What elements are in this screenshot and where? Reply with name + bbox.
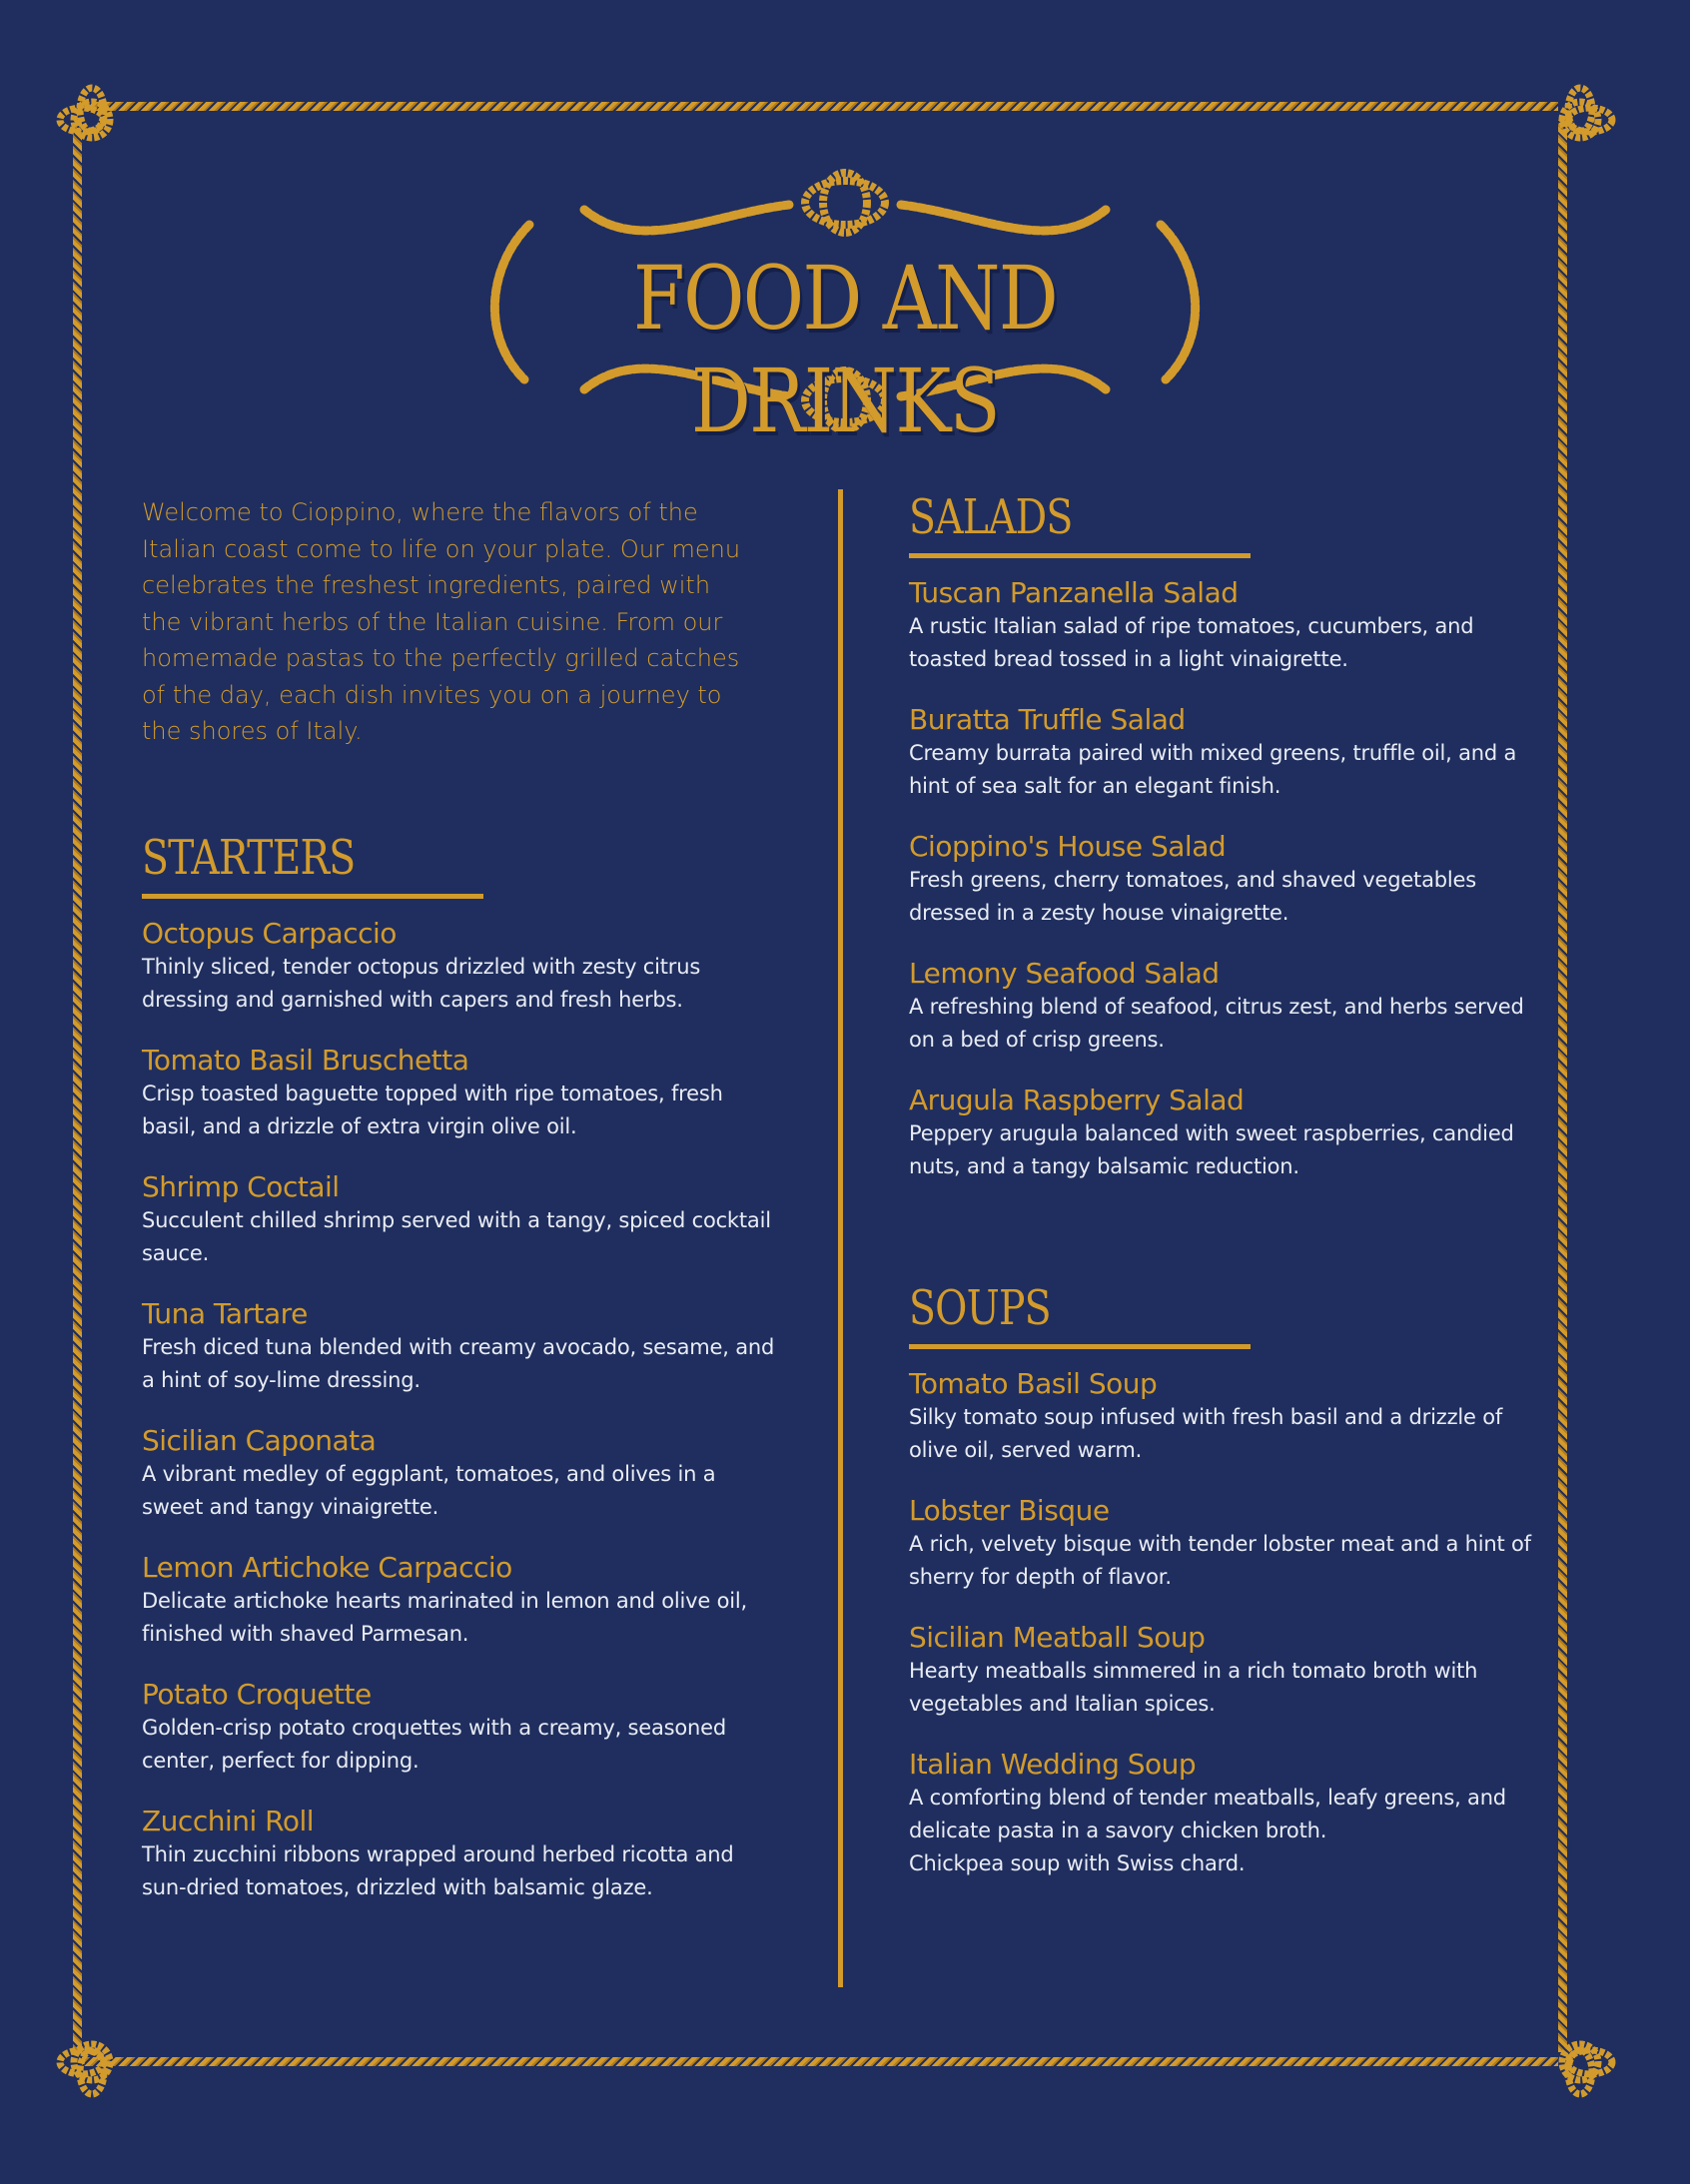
item-description: Creamy burrata paired with mixed greens, truffle oil, and a hint of sea salt for an elegant finish.: [909, 741, 1517, 798]
item-description: A comforting blend of tender meatballs, leafy greens, and delicate pasta in a savory chicken broth.: [909, 1786, 1506, 1842]
item-description: A rich, velvety bisque with tender lobster meat and a hint of sherry for depth of flavor.: [909, 1532, 1531, 1589]
left-column: [142, 489, 781, 1931]
menu-item: [142, 1678, 781, 1778]
item-description: Peppery arugula balanced with sweet raspberries, candied nuts, and a tangy balsamic reduction.: [909, 1121, 1514, 1178]
menu-item: [909, 830, 1548, 930]
rope-knot-icon: [52, 80, 132, 160]
rope-knot-icon: [1540, 80, 1620, 160]
item-description: Hearty meatballs simmered in a rich tomato broth with vegetables and Italian spices.: [909, 1659, 1478, 1716]
item-name: Sicilian Meatball Soup: [909, 1621, 1206, 1654]
menu-item: [909, 1494, 1548, 1594]
item-description: Thin zucchini ribbons wrapped around herbed ricotta and sun-dried tomatoes, drizzled with balsamic glaze.: [142, 1841, 734, 1899]
item-name: Buratta Truffle Salad: [909, 703, 1186, 736]
rope-border-top: [82, 102, 1558, 111]
item-description-extra: Chickpea soup with Swiss chard.: [909, 1851, 1246, 1875]
column-divider: [838, 489, 843, 1987]
section-rule: [142, 894, 483, 899]
item-name: Arugula Raspberry Salad: [909, 1084, 1245, 1116]
menu-item: [142, 1297, 781, 1397]
rope-knot-icon: [1540, 2022, 1620, 2102]
item-description: Fresh greens, cherry tomatoes, and shaved vegetables dressed in a zesty house vinaigrette.: [909, 868, 1476, 925]
intro-text: Welcome to Cioppino, where the flavors of the Italian coast come to life on your plate. Our menu celebrates the freshest ingredients, paired with the vibrant herbs of the Italian cuisine. From our homemade pastas to the perfectly grilled catches of the day, each dish invites you on a journey to the shores of Italy.: [142, 498, 741, 745]
item-name: Cioppino's House Salad: [909, 830, 1227, 863]
page-title: FOOD AND DRINKS: [632, 247, 1058, 452]
item-name: Sicilian Caponata: [142, 1423, 377, 1457]
item-name: Tomato Basil Soup: [909, 1367, 1158, 1400]
item-description: Succulent chilled shrimp served with a tangy, spiced cocktail sauce.: [142, 1207, 771, 1265]
item-description: Delicate artichoke hearts marinated in lemon and olive oil, finished with shaved Parmesan.: [142, 1588, 747, 1646]
rope-border-right: [1558, 120, 1567, 2052]
item-name: Lemon Artichoke Carpaccio: [142, 1550, 512, 1584]
rope-border-bottom: [82, 2057, 1558, 2066]
item-name: Octopus Carpaccio: [142, 916, 397, 950]
section-title-soups: SOUPS: [909, 1280, 1051, 1336]
item-name: Tomato Basil Bruschetta: [142, 1043, 469, 1077]
menu-item: [142, 1044, 781, 1143]
rope-border-left: [73, 120, 82, 2052]
menu-item: [909, 1367, 1548, 1467]
item-description: A refreshing blend of seafood, citrus zest, and herbs served on a bed of crisp greens.: [909, 995, 1524, 1052]
menu-item: [909, 576, 1548, 676]
menu-item: [142, 1424, 781, 1524]
item-name: Potato Croquette: [142, 1677, 372, 1711]
item-name: Lemony Seafood Salad: [909, 957, 1220, 990]
item-description: Crisp toasted baguette topped with ripe tomatoes, fresh basil, and a drizzle of extra virgin olive oil.: [142, 1081, 723, 1138]
rope-knot-icon: [52, 2022, 132, 2102]
item-name: Tuna Tartare: [142, 1296, 308, 1330]
item-description: A rustic Italian salad of ripe tomatoes, cucumbers, and toasted bread tossed in a light vinaigrette.: [909, 614, 1474, 671]
section-title-salads: SALADS: [909, 489, 1073, 545]
item-description: Fresh diced tuna blended with creamy avocado, sesame, and a hint of soy-lime dressing.: [142, 1334, 775, 1392]
item-name: Tuscan Panzanella Salad: [909, 576, 1239, 609]
item-name: Lobster Bisque: [909, 1494, 1110, 1527]
right-column: [909, 489, 1548, 1907]
item-description: A vibrant medley of eggplant, tomatoes, and olives in a sweet and tangy vinaigrette.: [142, 1461, 716, 1519]
item-description: Silky tomato soup infused with fresh basil and a drizzle of olive oil, served warm.: [909, 1405, 1503, 1462]
menu-item: [909, 1748, 1548, 1880]
section-title-starters: STARTERS: [142, 829, 356, 886]
title-frame: [469, 165, 1221, 452]
item-name: Italian Wedding Soup: [909, 1748, 1197, 1781]
menu-item: [142, 917, 781, 1017]
menu-item: [142, 1551, 781, 1651]
menu-item: [909, 703, 1548, 803]
item-name: Shrimp Coctail: [142, 1169, 340, 1203]
menu-item: [142, 1170, 781, 1270]
section-rule: [909, 553, 1251, 558]
menu-item: [909, 1621, 1548, 1721]
section-rule: [909, 1344, 1251, 1349]
menu-item: [909, 957, 1548, 1057]
item-description: Thinly sliced, tender octopus drizzled with zesty citrus dressing and garnished with capers and fresh herbs.: [142, 954, 701, 1012]
menu-item: [909, 1084, 1548, 1183]
menu-item: [142, 1805, 781, 1904]
item-name: Zucchini Roll: [142, 1804, 315, 1837]
item-description: Golden-crisp potato croquettes with a creamy, seasoned center, perfect for dipping.: [142, 1715, 727, 1773]
